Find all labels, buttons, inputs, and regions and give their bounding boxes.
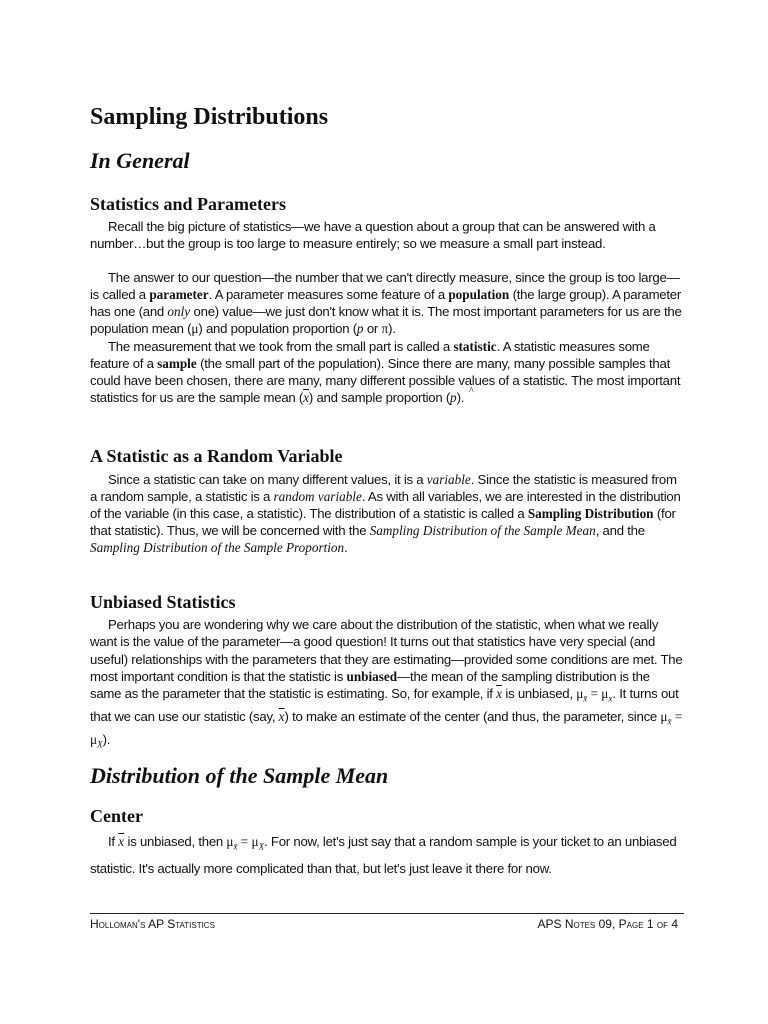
- paragraph-big-picture: Recall the big picture of statistics—we have a question about a group that can be answered with a number…but the group is too large to measure entirely; so we measure a small part instead.: [90, 219, 656, 251]
- section-heading-distribution-of-sample-mean: Distribution of the Sample Mean: [90, 763, 389, 788]
- document-page: [90, 0, 684, 1024]
- footer-course-title: Holloman's AP Statistics: [90, 917, 215, 931]
- subsection-heading-statistic-as-random-variable: A Statistic as a Random Variable: [90, 446, 343, 466]
- paragraph-random-variable: Since a statistic can take on many different values, it is a variable. Since the statistic is measured from a random sample, a statistic is a random variable. As with all variables, we are interested in the distribution of the variable (in this case, a statistic). The distribution of a statistic is called a Sampling Distribution (for that statistic). Thus, we will be concerned with the Sampling Distribution of the Sample Mean, and the Sampling Distribution of the Sample Proportion.: [90, 472, 681, 555]
- paragraph-unbiased: Perhaps you are wondering why we care about the distribution of the statistic, when what we really want is the value of the parameter—a good question! It turns out that statistics have very special (and useful) relationships with the parameters that they are estimating—provided some conditions are met. The most important condition is that the statistic is unbiased—the mean of the sampling distribution is the same as the parameter that the statistic is estimating. So, for example, if $\overline{x}$ is unbiased, $\mu_{x̄} = \mu_x$. It turns out that we can use our statistic (say, $\overline{x}$) to make an estimate of the center (and thus, the parameter, since $\mu_{x̄} = \mu_X$).: [90, 617, 683, 750]
- subsection-heading-center: Center: [90, 806, 143, 826]
- footer-page-number: APS Notes 09, Page 1 of 4: [537, 917, 678, 931]
- section-heading-in-general: In General: [90, 148, 190, 173]
- subsection-heading-statistics-and-parameters: Statistics and Parameters: [90, 194, 286, 214]
- document-title: Sampling Distributions: [90, 104, 329, 130]
- subsection-heading-unbiased-statistics: Unbiased Statistics: [90, 592, 236, 612]
- paragraph-statistic: The measurement that we took from the small part is called a statistic. A statistic measures some feature of a sample (the small part of the population). Since there are many, many possible samples that could have been chosen, there are many, many different possible values of a statistic. The most important statistics for us are the sample mean $(\overline{x})$ and sample proportion (^ p).: [90, 338, 684, 406]
- footer-divider: [90, 913, 684, 914]
- paragraph-center: If $\overline{x}$ is unbiased, then $\mu_{x̄} = \mu_X$. For now, let's just say that a random sample is your ticket to an unbiased statistic. It's actually more complicated than that, but let's just leave it there for now.: [90, 834, 677, 876]
- paragraph-parameter: The answer to our question—the number that we can't directly measure, since the group is too large—is called a parameter. A parameter measures some feature of a population (the large group). A parameter has one (and only one) value—we just don't know what it is. The most important parameters for us are the population mean (μ) and population proportion (p or π).: [90, 270, 682, 336]
